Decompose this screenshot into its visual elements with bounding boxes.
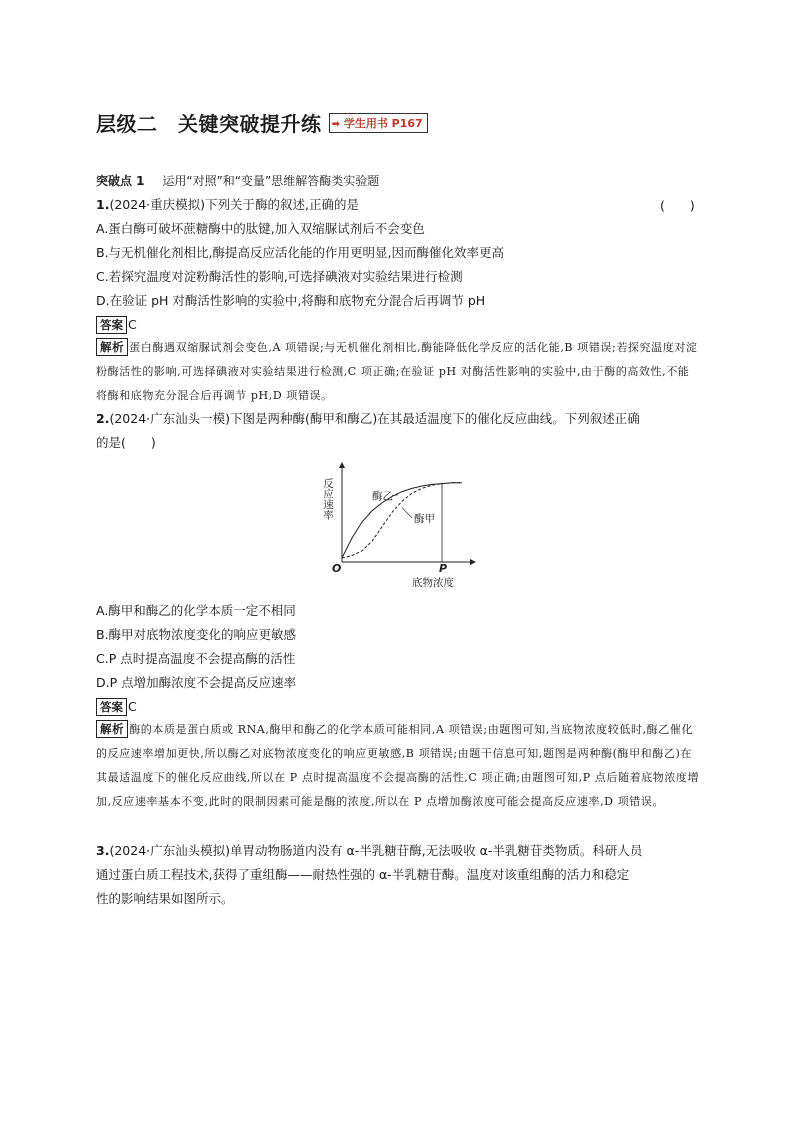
answer-tag: 答案: [96, 316, 127, 334]
x-axis-arrow-icon: [470, 559, 476, 565]
q2-option-b: B.酶甲对底物浓度变化的响应更敏感: [96, 627, 297, 642]
y-axis-arrow-icon: [339, 462, 345, 468]
q2-number: 2.: [96, 411, 110, 426]
q3-line3: 性的影响结果如图所示。: [96, 891, 234, 906]
q2-option-a: A.酶甲和酶乙的化学本质一定不相同: [96, 603, 296, 618]
x-marker-label: P: [439, 562, 448, 575]
q2-option-d: D.P 点增加酶浓度不会提高反应速率: [96, 675, 297, 690]
series-label-enzyme-jia: 酶甲: [414, 513, 435, 525]
series-line-enzyme-yi: [342, 483, 462, 558]
chart-plot-area: [322, 462, 476, 589]
q2-answer-value: C: [128, 699, 137, 714]
q2-option-c: C.P 点时提高温度不会提高酶的活性: [96, 651, 296, 666]
q3-number: 3.: [96, 843, 110, 858]
enzyme-rate-chart: [316, 462, 486, 590]
q2-stem-line1: [96, 410, 640, 428]
student-book-reference: [329, 113, 428, 133]
q1-option-b: B.与无机催化剂相比,酶提高反应活化能的作用更明显,因而酶催化效率更高: [96, 245, 504, 260]
q2-explanation: [96, 718, 700, 814]
origin-label: O: [332, 562, 342, 575]
q3-line2: 通过蛋白质工程技术,获得了重组酶——耐热性强的 α-半乳糖苷酶。温度对该重组酶的活力和稳定: [96, 867, 630, 882]
section-number: 突破点 1: [96, 174, 145, 188]
q1-option-c: C.若探究温度对淀粉酶活性的影响,可选择碘液对实验结果进行检测: [96, 269, 463, 284]
series-label-leader-jia: [402, 508, 412, 518]
q2-answer: [96, 698, 137, 716]
title-row: [96, 108, 428, 138]
series-label-enzyme-yi: 酶乙: [372, 490, 393, 503]
q1-option-a: A.蛋白酶可破坏蔗糖酶中的肽键,加入双缩脲试剂后不会变色: [96, 221, 425, 236]
q3-text-1: (2024·广东汕头模拟)单胃动物肠道内没有 α-半乳糖苷酶,无法吸收 α-半乳糖苷类物质。科研人员: [109, 843, 643, 858]
q1-answer-value: C: [128, 317, 137, 332]
q1-explanation: [96, 336, 700, 408]
q1-answer-paren: ( ): [660, 198, 695, 213]
answer-tag: 答案: [96, 698, 127, 716]
q1-explanation-text: 蛋白酶遇双缩脲试剂会变色,A 项错误;与无机催化剂相比,酶能降低化学反应的活化能,B 项错误;若探究温度对淀粉酶活性的影响,可选择碘液对实验结果进行检测,C 项正确;在验证 pH 对酶活性影响的实验中,由于酶的高效性,不能将酶和底物充分混合后再调节 pH,D 项错误。: [96, 341, 698, 402]
arrow-icon: ➡: [331, 118, 340, 130]
reference-text: 学生用书 P167: [343, 116, 423, 130]
q3-line1: [96, 842, 642, 860]
q1-stem-text: (2024·重庆模拟)下列关于酶的叙述,正确的是: [109, 197, 359, 212]
q1-answer: [96, 316, 137, 334]
y-axis-label: 反应速率: [322, 478, 334, 520]
q1-option-d: D.在验证 pH 对酶活性影响的实验中,将酶和底物充分混合后再调节 pH: [96, 293, 486, 308]
section-title: 运用“对照”和“变量”思维解答酶类实验题: [162, 174, 380, 188]
explanation-tag: 解析: [96, 720, 128, 738]
x-axis-label: 底物浓度: [412, 577, 454, 589]
explanation-tag: 解析: [96, 338, 128, 356]
section-heading: [96, 172, 379, 189]
q2-stem-text-1: (2024·广东汕头一模)下图是两种酶(酶甲和酶乙)在其最适温度下的催化反应曲线。下列叙述正确: [109, 411, 640, 426]
q1-number: 1.: [96, 197, 110, 212]
q1-stem: [96, 196, 359, 214]
q2-stem-line2: 的是( ): [96, 435, 156, 450]
page-title: 层级二 关键突破提升练: [96, 112, 322, 136]
series-line-enzyme-jia: [342, 483, 462, 558]
q2-explanation-text: 酶的本质是蛋白质或 RNA,酶甲和酶乙的化学本质可能相同,A 项错误;由题图可知,当底物浓度较低时,酶乙催化的反应速率增加更快,所以酶乙对底物浓度变化的响应更敏感,B 项错误;由题干信息可知,题图是两种酶(酶甲和酶乙)在其最适温度下的催化反应曲线,所以在 P 点时提高温度不会提高酶的活性,C 项正确;由题图可知,P 点后随着底物浓度增加,反应速率基本不变,此时的限制因素可能是酶的浓度,所以在 P 点增加酶浓度可能会提高反应速率,D 项错误。: [96, 723, 700, 808]
